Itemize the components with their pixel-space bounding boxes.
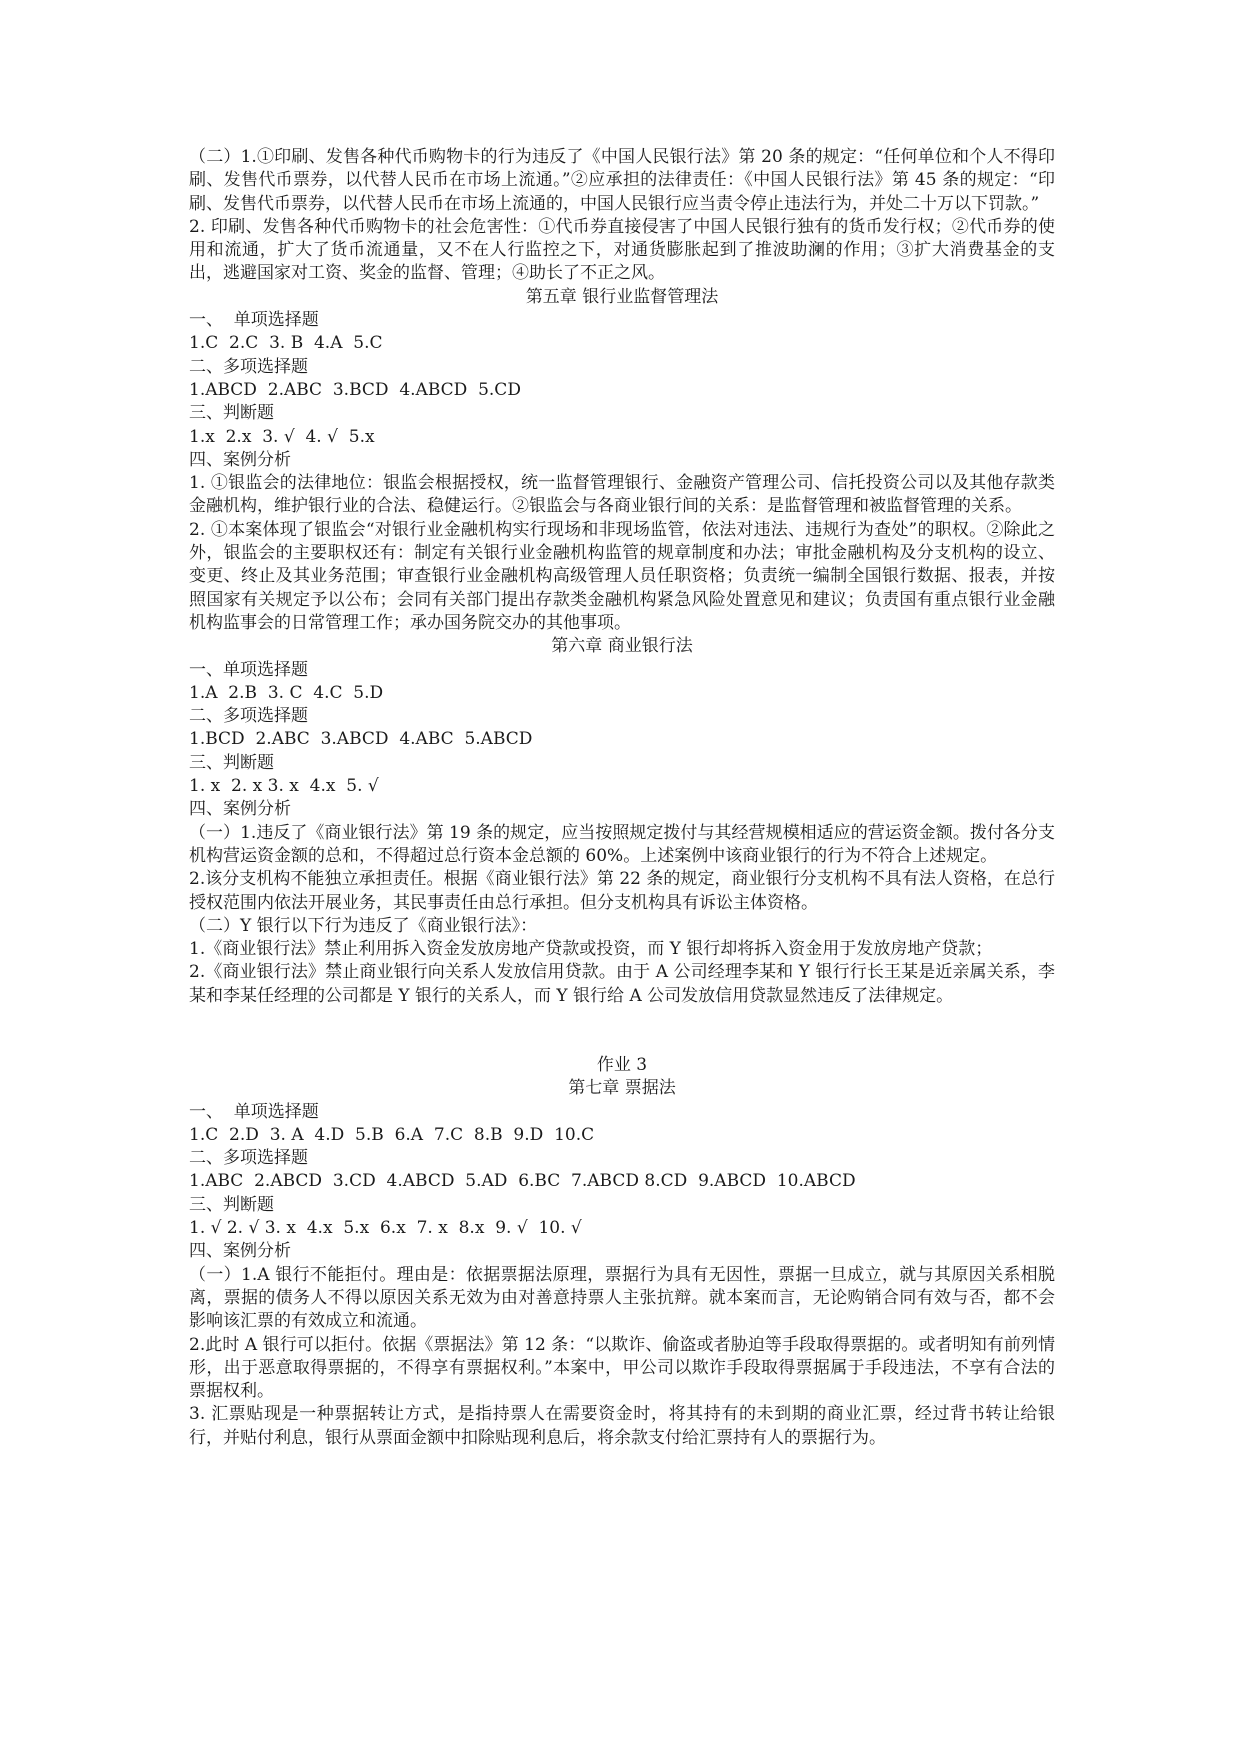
ch7-case-1-item-1: （一）1.A 银行不能拒付。理由是：依据票据法原理，票据行为具有无因性，票据一旦成立，就与其原因关系相脱离，票据的债务人不得以原因关系无效为由对善意持票人主张抗辩。就本案而言，无论购销合同有效与否，都不会影响该汇票的有效成立和流通。 [189, 1264, 1055, 1332]
ch7-section-2-heading: 二、多项选择题 [189, 1148, 308, 1169]
ch7-section-1-answers: 1.C 2.D 3. A 4.D 5.B 6.A 7.C 8.B 9.D 10.C [189, 1124, 595, 1145]
paragraph-part-a-2: 2. 印刷、发售各种代币购物卡的社会危害性：①代币券直接侵害了中国人民银行独有的货币发行权；②代币券的使用和流通，扩大了货币流通量，又不在人行监控之下，对通货膨胀起到了推波助澜的作用；③扩大消费基金的支出，逃避国家对工资、奖金的监督、管理；④助长了不正之风。 [189, 216, 1055, 284]
ch5-section-4-heading: 四、案例分析 [189, 449, 291, 470]
ch5-section-2-answers: 1.ABCD 2.ABC 3.BCD 4.ABCD 5.CD [189, 379, 521, 400]
ch7-case-1-item-2: 2.此时 A 银行可以拒付。依据《票据法》第 12 条：“以欺诈、偷盗或者胁迫等手段取得票据的。或者明知有前列情形，出于恶意取得票据的，不得享有票据权利。”本案中，甲公司以欺诈手段取得票据属于手段违法，不享有合法的票据权利。 [189, 1334, 1055, 1402]
chapter-6-title: 第六章 商业银行法 [551, 636, 693, 657]
homework-3-title: 作业 3 [596, 1054, 648, 1075]
ch7-section-1-heading: 一、 单项选择题 [189, 1101, 319, 1122]
ch5-section-3-answers: 1.x 2.x 3. √ 4. √ 5.x [189, 426, 375, 447]
ch5-section-1-answers: 1.C 2.C 3. B 4.A 5.C [189, 333, 383, 354]
ch7-section-2-answers: 1.ABC 2.ABCD 3.CD 4.ABCD 5.AD 6.BC 7.ABCD 8.CD 9.ABCD 10.ABCD [189, 1171, 856, 1192]
ch5-section-3-heading: 三、判断题 [189, 403, 274, 424]
ch5-section-2-heading: 二、多项选择题 [189, 356, 308, 377]
ch5-case-1: 1. ①银监会的法律地位：银监会根据授权，统一监督管理银行、金融资产管理公司、信托投资公司以及其他存款类金融机构，维护银行业的合法、稳健运行。②银监会与各商业银行间的关系：是监督管理和被监督管理的关系。 [189, 473, 1055, 517]
ch6-case-1-item-2: 2.该分支机构不能独立承担责任。根据《商业银行法》第 22 条的规定，商业银行分支机构不具有法人资格，在总行授权范围内依法开展业务，其民事责任由总行承担。但分支机构具有诉讼主体资格。 [189, 869, 1055, 913]
document-body [189, 146, 1055, 1450]
ch6-case-2-item-1: 1.《商业银行法》禁止利用拆入资金发放房地产贷款或投资，而 Y 银行却将拆入资金用于发放房地产贷款； [189, 939, 993, 960]
section-spacer [189, 1008, 1055, 1054]
ch6-section-4-heading: 四、案例分析 [189, 799, 291, 820]
ch6-section-3-answers: 1. x 2. x 3. x 4.x 5. √ [189, 776, 379, 797]
ch6-case-2-intro: （二）Y 银行以下行为违反了《商业银行法》： [189, 915, 538, 936]
ch7-section-4-heading: 四、案例分析 [189, 1241, 291, 1262]
ch5-case-2: 2. ①本案体现了银监会“对银行业金融机构实行现场和非现场监管，依法对违法、违规行为查处”的职权。②除此之外，银监会的主要职权还有：制定有关银行业金融机构监管的规章制度和办法；审批金融机构及分支机构的设立、变更、终止及其业务范围；审查银行业金融机构高级管理人员任职资格；负责统一编制全国银行数据、报表，并按照国家有关规定予以公布；会同有关部门提出存款类金融机构紧急风险处置意见和建议；负责国有重点银行业金融机构监事会的日常管理工作；承办国务院交办的其他事项。 [189, 519, 1055, 633]
ch6-section-1-heading: 一、单项选择题 [189, 659, 308, 680]
ch7-section-3-heading: 三、判断题 [189, 1194, 274, 1215]
chapter-7-title: 第七章 票据法 [568, 1078, 676, 1099]
paragraph-part-a-1: （二）1.①印刷、发售各种代币购物卡的行为违反了《中国人民银行法》第 20 条的规定：“任何单位和个人不得印刷、发售代币票券，以代替人民币在市场上流通。”②应承担的法律责任：《中国人民银行法》第 45 条的规定：“印刷、发售代币票券，以代替人民币在市场上流通的，中国人民银行应当责令停止违法行为，并处二十万以下罚款。” [189, 147, 1055, 214]
ch6-section-2-heading: 二、多项选择题 [189, 706, 308, 727]
ch7-case-1-item-3: 3. 汇票贴现是一种票据转让方式，是指持票人在需要资金时，将其持有的未到期的商业汇票，经过背书转让给银行，并贴付利息，银行从票面金额中扣除贴现利息后，将余款支付给汇票持有人的票据行为。 [189, 1404, 1055, 1448]
ch6-case-1-item-1: （一）1.违反了《商业银行法》第 19 条的规定，应当按照规定拨付与其经营规模相适应的营运资金额。拨付各分支机构营运资金额的总和，不得超过总行资本金总额的 60%。上述案例中该商业银行的行为不符合上述规定。 [189, 822, 1055, 866]
ch6-section-3-heading: 三、判断题 [189, 752, 274, 773]
chapter-5-title: 第五章 银行业监督管理法 [525, 286, 719, 307]
ch7-section-3-answers: 1. √ 2. √ 3. x 4.x 5.x 6.x 7. x 8.x 9. √ 10. √ [189, 1218, 582, 1239]
ch6-section-2-answers: 1.BCD 2.ABC 3.ABCD 4.ABC 5.ABCD [189, 729, 533, 750]
ch5-section-1-heading: 一、 单项选择题 [189, 310, 319, 331]
ch6-case-2-item-2: 2.《商业银行法》禁止商业银行向关系人发放信用贷款。由于 A 公司经理李某和 Y 银行行长王某是近亲属关系，李某和李某任经理的公司都是 Y 银行的关系人，而 Y 银行给 A 公司发放信用贷款显然违反了法律规定。 [189, 962, 1055, 1006]
ch6-section-1-answers: 1.A 2.B 3. C 4.C 5.D [189, 682, 384, 703]
